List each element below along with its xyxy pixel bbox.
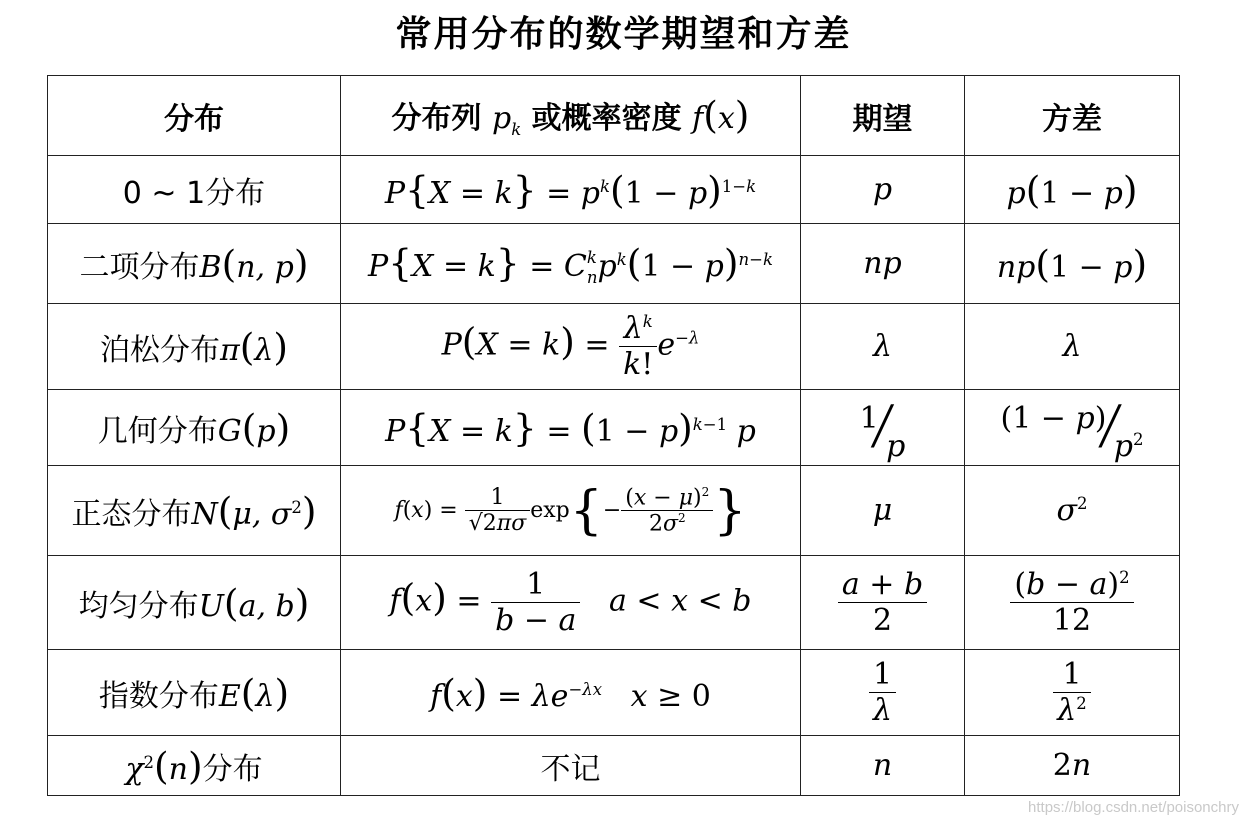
dist-formula: $P\{X = k\} = C^k_np^k(1 - p)^{n-k}$ (341, 224, 801, 304)
dist-variance: $(1 - p)⁄p^2$ (965, 390, 1180, 466)
dist-name-zh: 0 ~ 1分布 (122, 175, 266, 211)
table-header-row (48, 76, 1180, 156)
dist-variance: λ (965, 304, 1180, 390)
table-row (48, 304, 1180, 390)
dist-name (48, 650, 341, 736)
dist-expectation: λ (801, 304, 965, 390)
variance-fraction: $\frac{1}{\lambda^2}$ (1053, 657, 1091, 728)
formula-fraction: $\frac{1}{b - a}$ (491, 567, 580, 638)
header-pmf-prefix: 分布列 (391, 100, 482, 136)
dist-formula: $f(x) = \lambda e^{-\lambda x}$ x ≥ 0 (341, 650, 801, 736)
dist-variance (965, 650, 1180, 736)
dist-name-symbol: G(p) (217, 405, 291, 450)
dist-expectation: p (801, 156, 965, 224)
dist-name-symbol: π(λ) (219, 324, 288, 369)
dist-name-symbol: B(n, p) (199, 241, 309, 286)
dist-name (48, 304, 341, 390)
dist-formula: f(x) = $\frac{1}{√2\pi\sigma}$ exp{− $\frac{(x - \mu)^2}{2\sigma^2}$ } (341, 466, 801, 556)
dist-name-zh: 正态分布 (71, 496, 192, 532)
header-pk-symbol: $p_k$ (492, 100, 522, 139)
dist-formula: 不记 (341, 736, 801, 796)
dist-name (48, 390, 341, 466)
dist-name (48, 736, 341, 796)
dist-name (48, 466, 341, 556)
dist-expectation: μ (801, 466, 965, 556)
dist-name-symbol: $\chi^2(n)$ (125, 743, 203, 788)
dist-expectation: n (801, 736, 965, 796)
dist-formula: P(X = k) = $\frac{\lambda^k}{k!}$ $e^{-\lambda}$ (341, 304, 801, 390)
table-row (48, 556, 1180, 650)
table-row (48, 390, 1180, 466)
dist-name-zh: 二项分布 (79, 249, 200, 285)
dist-name-zh: 指数分布 (98, 678, 219, 714)
table-row (48, 156, 1180, 224)
dist-name-zh: 均匀分布 (78, 588, 199, 624)
variance-fraction: $\frac{(b - a)^2}{12}$ (1010, 567, 1133, 638)
dist-variance: $\sigma^2$ (965, 466, 1180, 556)
table-row (48, 466, 1180, 556)
distribution-table (47, 75, 1180, 796)
header-pmf-pdf (341, 76, 801, 156)
dist-expectation (801, 650, 965, 736)
expectation-fraction: $\frac{a + b}{2}$ (838, 567, 927, 638)
header-pmf-mid: 或概率密度 (531, 100, 682, 136)
dist-name-symbol: U(a, b) (198, 580, 310, 625)
expectation-fraction: $\frac{1}{\lambda}$ (869, 657, 896, 728)
formula-fraction: $\frac{(x - \mu)^2}{2\sigma^2}$ (621, 485, 713, 537)
watermark: https://blog.csdn.net/poisonchry (1028, 799, 1239, 816)
dist-name (48, 556, 341, 650)
dist-name-zh: 几何分布 (97, 413, 218, 449)
header-expectation: 期望 (801, 76, 965, 156)
dist-expectation (801, 556, 965, 650)
dist-variance: p(1 − p) (965, 156, 1180, 224)
header-fx-symbol: f(x) (692, 92, 750, 137)
dist-name-zh: 泊松分布 (99, 332, 220, 368)
dist-formula: f(x) = $\frac{1}{b - a}$ a < x < b (341, 556, 801, 650)
header-distribution: 分布 (48, 76, 341, 156)
dist-expectation: 1⁄p (801, 390, 965, 466)
dist-name (48, 224, 341, 304)
dist-name-symbol: E(λ) (218, 670, 290, 715)
dist-variance: np(1 − p) (965, 224, 1180, 304)
table-row (48, 224, 1180, 304)
dist-expectation: np (801, 224, 965, 304)
dist-name-zh: 分布 (202, 751, 263, 787)
header-variance: 方差 (965, 76, 1180, 156)
table-row (48, 736, 1180, 796)
dist-formula: $P\{X = k\} = p^k(1 - p)^{1-k}$ (341, 156, 801, 224)
dist-variance: 2n (965, 736, 1180, 796)
dist-formula: $P\{X = k\} = (1 - p)^{k-1}$ p (341, 390, 801, 466)
dist-name-symbol: N(μ, $\sigma^2$) (191, 488, 317, 533)
page-title: 常用分布的数学期望和方差 (395, 14, 852, 55)
dist-variance (965, 556, 1180, 650)
formula-fraction: $\frac{\lambda^k}{k!}$ (619, 311, 657, 382)
table-row (48, 650, 1180, 736)
formula-fraction: $\frac{1}{√2\pi\sigma}$ (465, 485, 531, 536)
dist-name (48, 156, 341, 224)
